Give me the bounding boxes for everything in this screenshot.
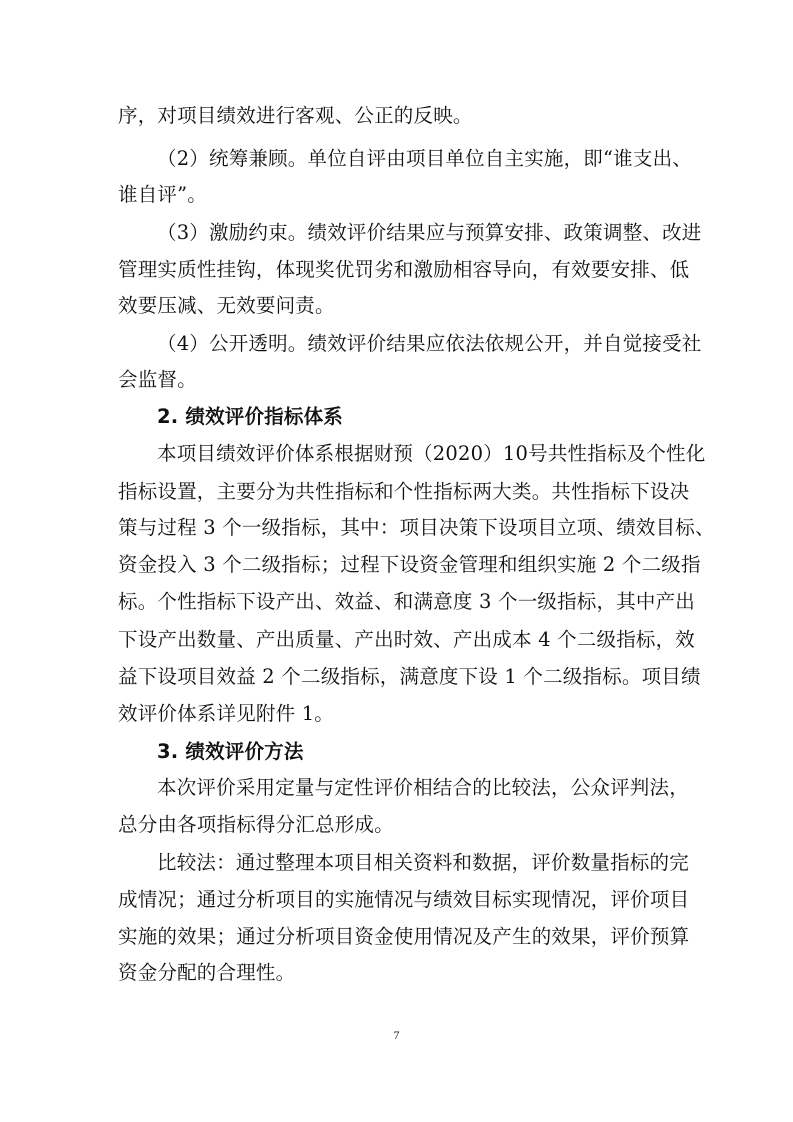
page-number: 7 <box>393 1028 400 1042</box>
paragraph-line: 益下设项目效益 2 个二级指标，满意度下设 1 个二级指标。项目绩 <box>118 665 701 688</box>
paragraph-line: （2）统筹兼顾。单位自评由项目单位自主实施，即“谁支出、 <box>157 147 692 170</box>
paragraph-line: 管理实质性挂钩，体现奖优罚劣和激励相容导向，有效要安排、低 <box>118 258 690 281</box>
section-heading: 3. 绩效评价方法 <box>157 740 304 763</box>
paragraph-line: 资金投入 3 个二级指标；过程下设资金管理和组织实施 2 个二级指 <box>118 553 701 576</box>
paragraph-line: 谁自评”。 <box>118 183 207 206</box>
paragraph-line: 指标设置，主要分为共性指标和个性指标两大类。共性指标下设决 <box>118 480 690 503</box>
paragraph-line: 成情况；通过分析项目的实施情况与绩效目标实现情况，评价项目 <box>118 888 690 911</box>
paragraph-line: （4）公开透明。绩效评价结果应依法依规公开，并自觉接受社 <box>157 332 702 355</box>
paragraph-line: 效要压减、无效要问责。 <box>118 294 335 317</box>
paragraph-line: 策与过程 3 个一级指标，其中：项目决策下设项目立项、绩效目标、 <box>118 516 715 539</box>
paragraph-line: 会监督。 <box>118 368 197 391</box>
paragraph-line: 总分由各项指标得分汇总形成。 <box>118 813 394 836</box>
paragraph-line: 本项目绩效评价体系根据财预（2020）10号共性指标及个性化 <box>157 442 706 465</box>
paragraph-line: 标。个性指标下设产出、效益、和满意度 3 个一级指标，其中产出 <box>118 590 696 613</box>
paragraph-line: （3）激励约束。绩效评价结果应与预算安排、政策调整、改进 <box>157 221 702 244</box>
paragraph-line: 比较法：通过整理本项目相关资料和数据，评价数量指标的完 <box>157 851 689 874</box>
section-heading: 2. 绩效评价指标体系 <box>157 405 343 428</box>
paragraph-line: 效评价体系详见附件 1。 <box>118 702 335 725</box>
paragraph-line: 本次评价采用定量与定性评价相结合的比较法，公众评判法， <box>157 776 689 799</box>
paragraph-line: 实施的效果；通过分析项目资金使用情况及产生的效果，评价预算 <box>118 925 690 948</box>
paragraph-line: 下设产出数量、产出质量、产出时效、产出成本 4 个二级指标，效 <box>118 628 696 651</box>
paragraph-line: 资金分配的合理性。 <box>118 961 296 984</box>
paragraph-line: 序，对项目绩效进行客观、公正的反映。 <box>118 104 473 127</box>
